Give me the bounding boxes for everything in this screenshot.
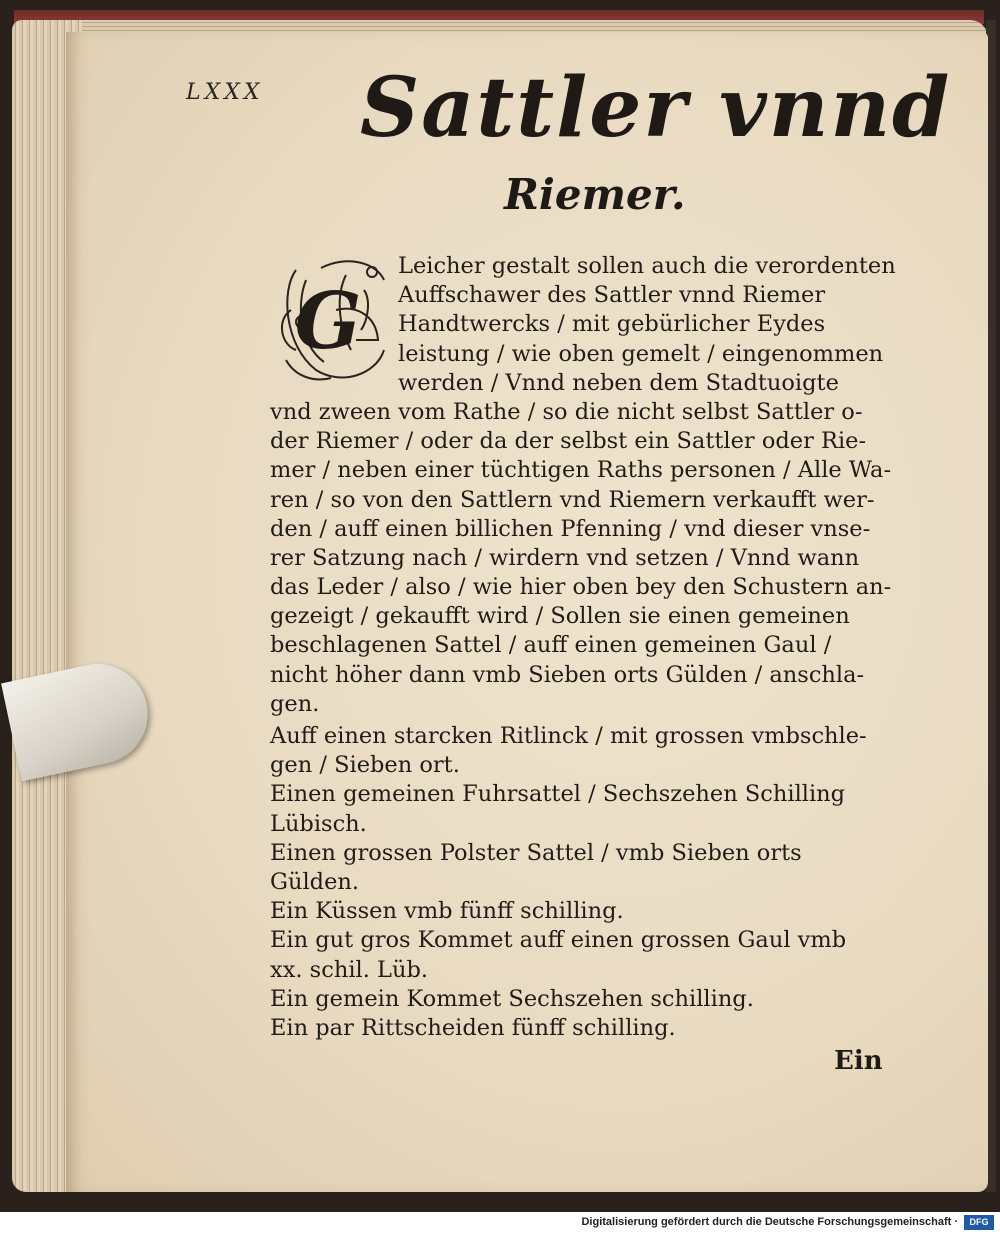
folio-number: LXXX (186, 80, 264, 105)
text-line: Handtwercks / mit gebürlicher Eydes (398, 311, 826, 338)
page-subtitle: Riemer. (504, 170, 686, 219)
entry-line: Einen grossen Polster Sattel / vmb Sieben orts (270, 839, 802, 866)
text-line: Auffschawer des Sattler vnnd Riemer (398, 282, 826, 309)
text-line: den / auff einen billichen Pfenning / vnd dieser vnse- (270, 515, 871, 542)
body-paragraph (270, 252, 896, 719)
entry-line: Gülden. (270, 868, 360, 895)
text-line: der Riemer / oder da der selbst ein Sattler oder Rie- (270, 428, 867, 455)
text-line: nicht höher dann vmb Sieben orts Gülden / anschla- (270, 661, 865, 688)
text-line: leistung / wie oben gemelt / eingenommen (398, 340, 884, 367)
catchword: Ein (834, 1046, 883, 1076)
price-entries (270, 722, 890, 1043)
text-line: gen. (270, 690, 320, 717)
text-line: werden / Vnnd neben dem Stadtuoigte (398, 369, 839, 396)
initial-letter: G (294, 276, 362, 367)
entry-line: Auff einen starcken Ritlinck / mit grossen vmbschle- (270, 723, 867, 749)
footer-bar (0, 1212, 1000, 1234)
entry-line: Ein gut gros Kommet auff einen grossen Gaul vmb (270, 927, 847, 954)
entry-line: gen / Sieben ort. (270, 752, 460, 779)
text-line: beschlagenen Sattel / auff einen gemeinen Gaul / (270, 632, 832, 659)
text-line: rer Satzung nach / wirdern vnd setzen / Vnnd wann (270, 544, 860, 571)
text-line: ren / so von den Sattlern vnd Riemern verkaufft wer- (270, 486, 875, 513)
text-line: das Leder / also / wie hier oben bey den Schustern an- (270, 574, 892, 601)
entry-line: Ein gemein Kommet Sechszehen schilling. (270, 985, 754, 1012)
text-line: mer / neben einer tüchtigen Raths personen / Alle Wa- (270, 457, 892, 484)
entry-line: xx. schil. Lüb. (270, 956, 429, 983)
entry-line: Ein Küssen vmb fünff schilling. (270, 898, 624, 925)
text-line: vnd zween vom Rathe / so die nicht selbst Sattler o- (270, 398, 863, 425)
entry-line: Einen gemeinen Fuhrsattel / Sechszehen Schilling (270, 781, 846, 808)
page-title: Sattler vnnd (360, 60, 952, 156)
dfg-logo: DFG (964, 1215, 994, 1230)
funding-notice: Digitalisierung gefördert durch die Deutsche Forschungsgemeinschaft · (581, 1216, 958, 1228)
text-line: gezeigt / gekaufft wird / Sollen sie einen gemeinen (270, 603, 850, 630)
entry-line: Lübisch. (270, 810, 367, 837)
text-line: Leicher gestalt sollen auch die verordenten (398, 253, 896, 279)
entry-line: Ein par Rittscheiden fünff schilling. (270, 1014, 676, 1041)
